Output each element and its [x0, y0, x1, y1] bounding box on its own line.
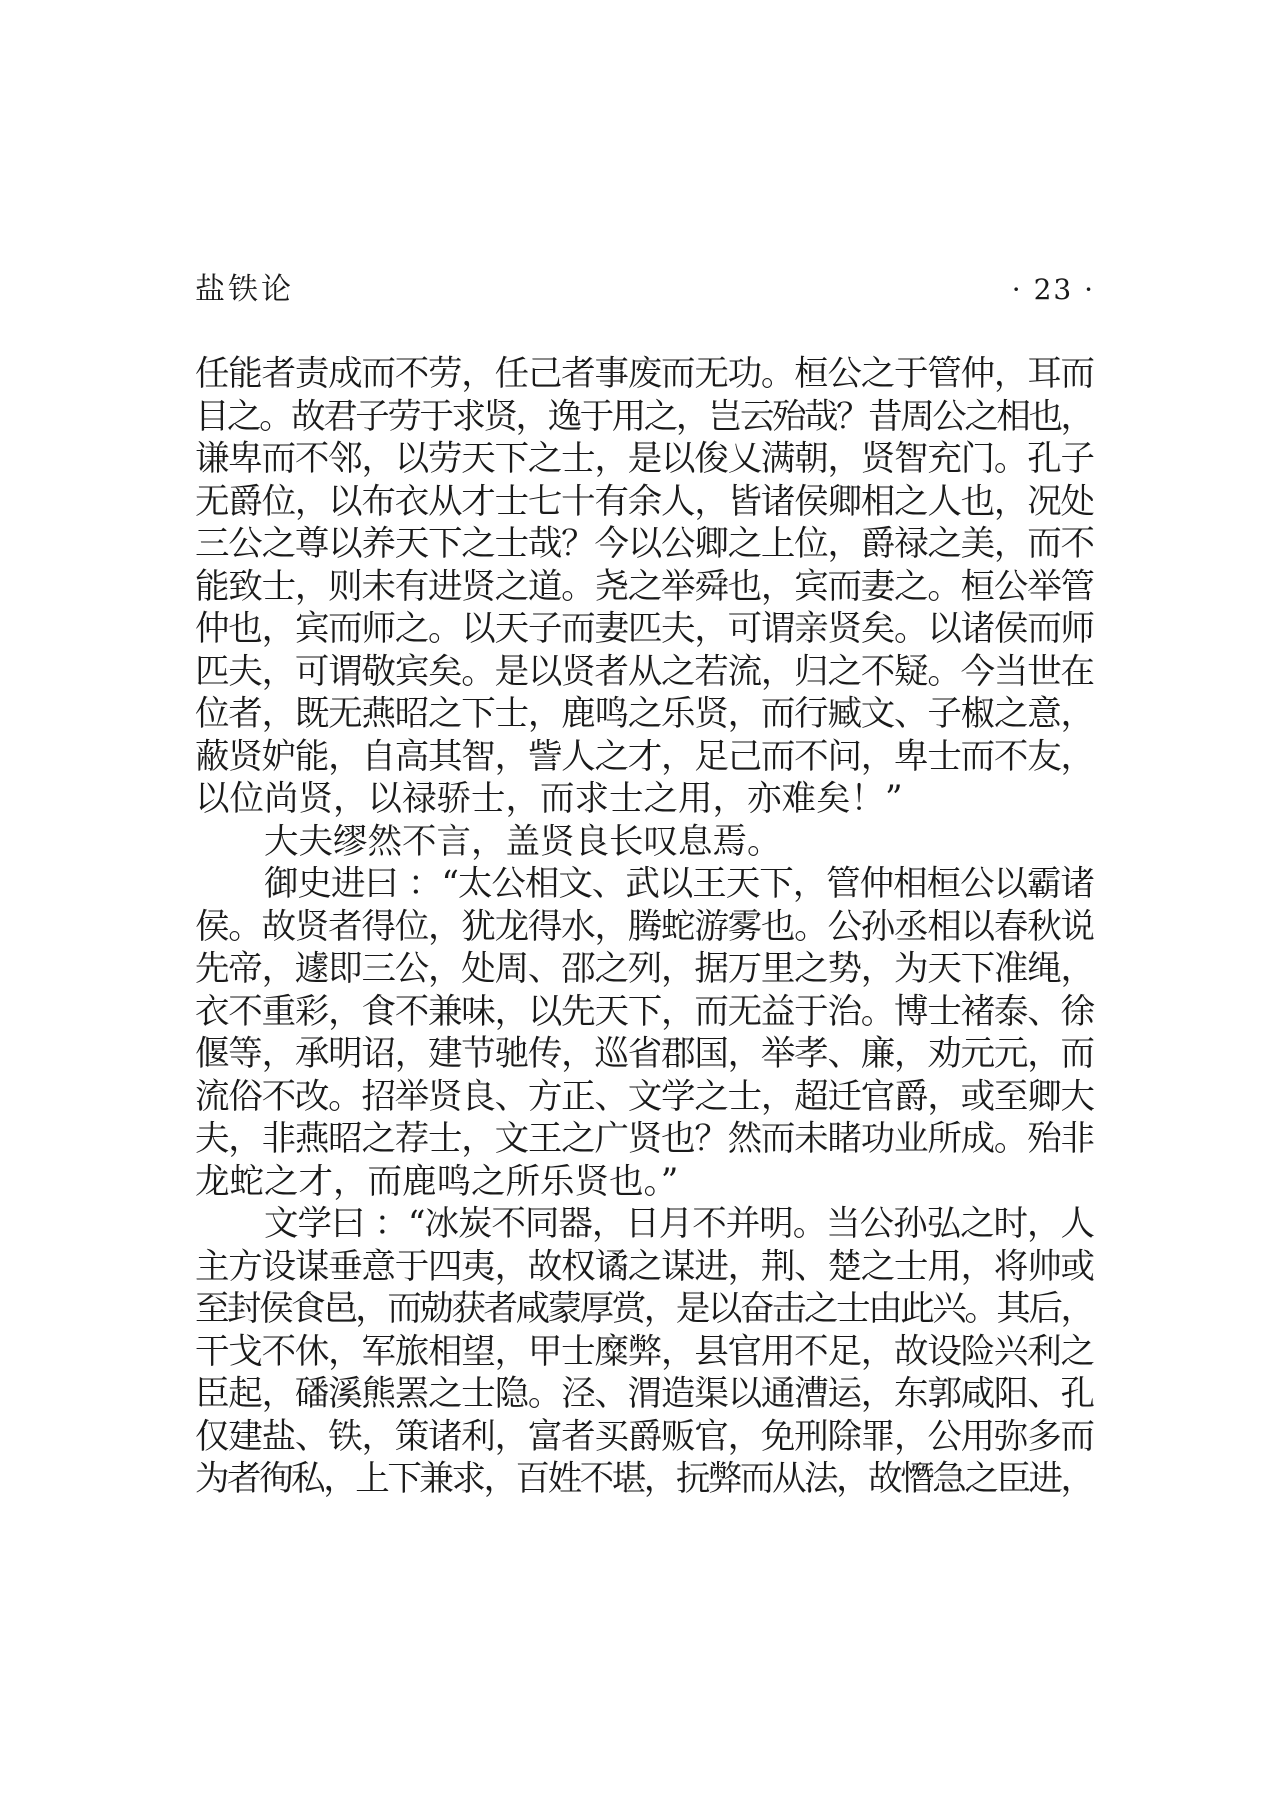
text-line: 衣不重彩，食不兼味，以先天下，而无益于治。博士褚泰、徐 [195, 991, 1094, 1032]
running-header [195, 270, 1095, 310]
text-line: 至封侯食邑，而勀获者咸蒙厚赏，是以奋击之士由此兴。其后， [195, 1289, 1093, 1329]
text-line: 以位尚贤，以禄骄士，而求士之用，亦难矣！” [195, 779, 903, 819]
text-line: 三公之尊以养天下之士哉？今以公卿之上位，爵禄之美，而不 [195, 524, 1094, 564]
text-line: 侯。故贤者得位，犹龙得水，腾蛇游雾也。公孙丞相以春秋说 [195, 906, 1094, 947]
text-line: 臣起，磻溪熊罴之士隐。泾、渭造渠以通漕运，东郭咸阳、孔 [195, 1374, 1094, 1414]
text-line: 无爵位，以布衣从才士七十有余人，皆诸侯卿相之人也，况处 [195, 481, 1094, 522]
text-line: 先帝，遽即三公，处周、邵之列，据万里之势，为天下准绳， [195, 949, 1094, 989]
text-line: 夫，非燕昭之荐士，文王之广贤也？然而未睹功业所成。殆非 [195, 1119, 1094, 1159]
text-line: 仅建盐、铁，策诸利，富者买爵贩官，免刑除罪，公用弥多而 [195, 1416, 1094, 1457]
text-line: 任能者责成而不劳，任己者事废而无功。桓公之于管仲，耳而 [195, 354, 1094, 394]
page-number: · 23 · [1011, 273, 1095, 306]
text-line: 主方设谋垂意于四夷，故权谲之谋进，荆、楚之士用，将帅或 [195, 1246, 1094, 1287]
text-line: 大夫缪然不言，盖贤良长叹息焉。 [264, 821, 782, 862]
text-line: 目之。故君子劳于求贤，逸于用之，岂云殆哉？昔周公之相也， [195, 396, 1093, 437]
book-title: 盐铁论 [195, 272, 294, 307]
text-line: 能致士，则未有进贤之道。尧之举舜也，宾而妻之。桓公举管 [195, 566, 1094, 607]
text-line: 偃等，承明诏，建节驰传，巡省郡国，举孝、廉，劝元元，而 [195, 1034, 1094, 1074]
text-line: 文学曰 ：“冰炭不同器，日月不并明。当公孙弘之时，人 [264, 1204, 1094, 1244]
body-text [195, 353, 1095, 1501]
text-line: 匹夫，可谓敬宾矣。是以贤者从之若流，归之不疑。今当世在 [195, 651, 1094, 692]
text-line: 蔽贤妒能，自高其智，訾人之才，足己而不问，卑士而不友， [195, 736, 1094, 777]
text-line: 御史进曰 ：“太公相文、武以王天下，管仲相桓公以霸诸 [264, 864, 1094, 904]
text-line: 龙蛇之才，而鹿鸣之所乐贤也。” [195, 1161, 679, 1202]
text-line: 干戈不休，军旅相望，甲士糜弊，县官用不足，故设险兴利之 [195, 1331, 1094, 1372]
text-line: 仲也，宾而师之。以天子而妻匹夫，可谓亲贤矣。以诸侯而师 [195, 609, 1094, 649]
text-line: 流俗不改。招举贤良、方正、文学之士，超迁官爵，或至卿大 [195, 1076, 1094, 1117]
text-line: 为者徇私，上下兼求，百姓不堪，抏弊而从法，故憯急之臣进， [195, 1459, 1093, 1499]
text-line: 谦卑而不邻，以劳天下之士，是以俊乂满朝，贤智充门。孔子 [195, 439, 1094, 479]
text-line: 位者，既无燕昭之下士，鹿鸣之乐贤，而行臧文、子椒之意， [195, 694, 1094, 734]
